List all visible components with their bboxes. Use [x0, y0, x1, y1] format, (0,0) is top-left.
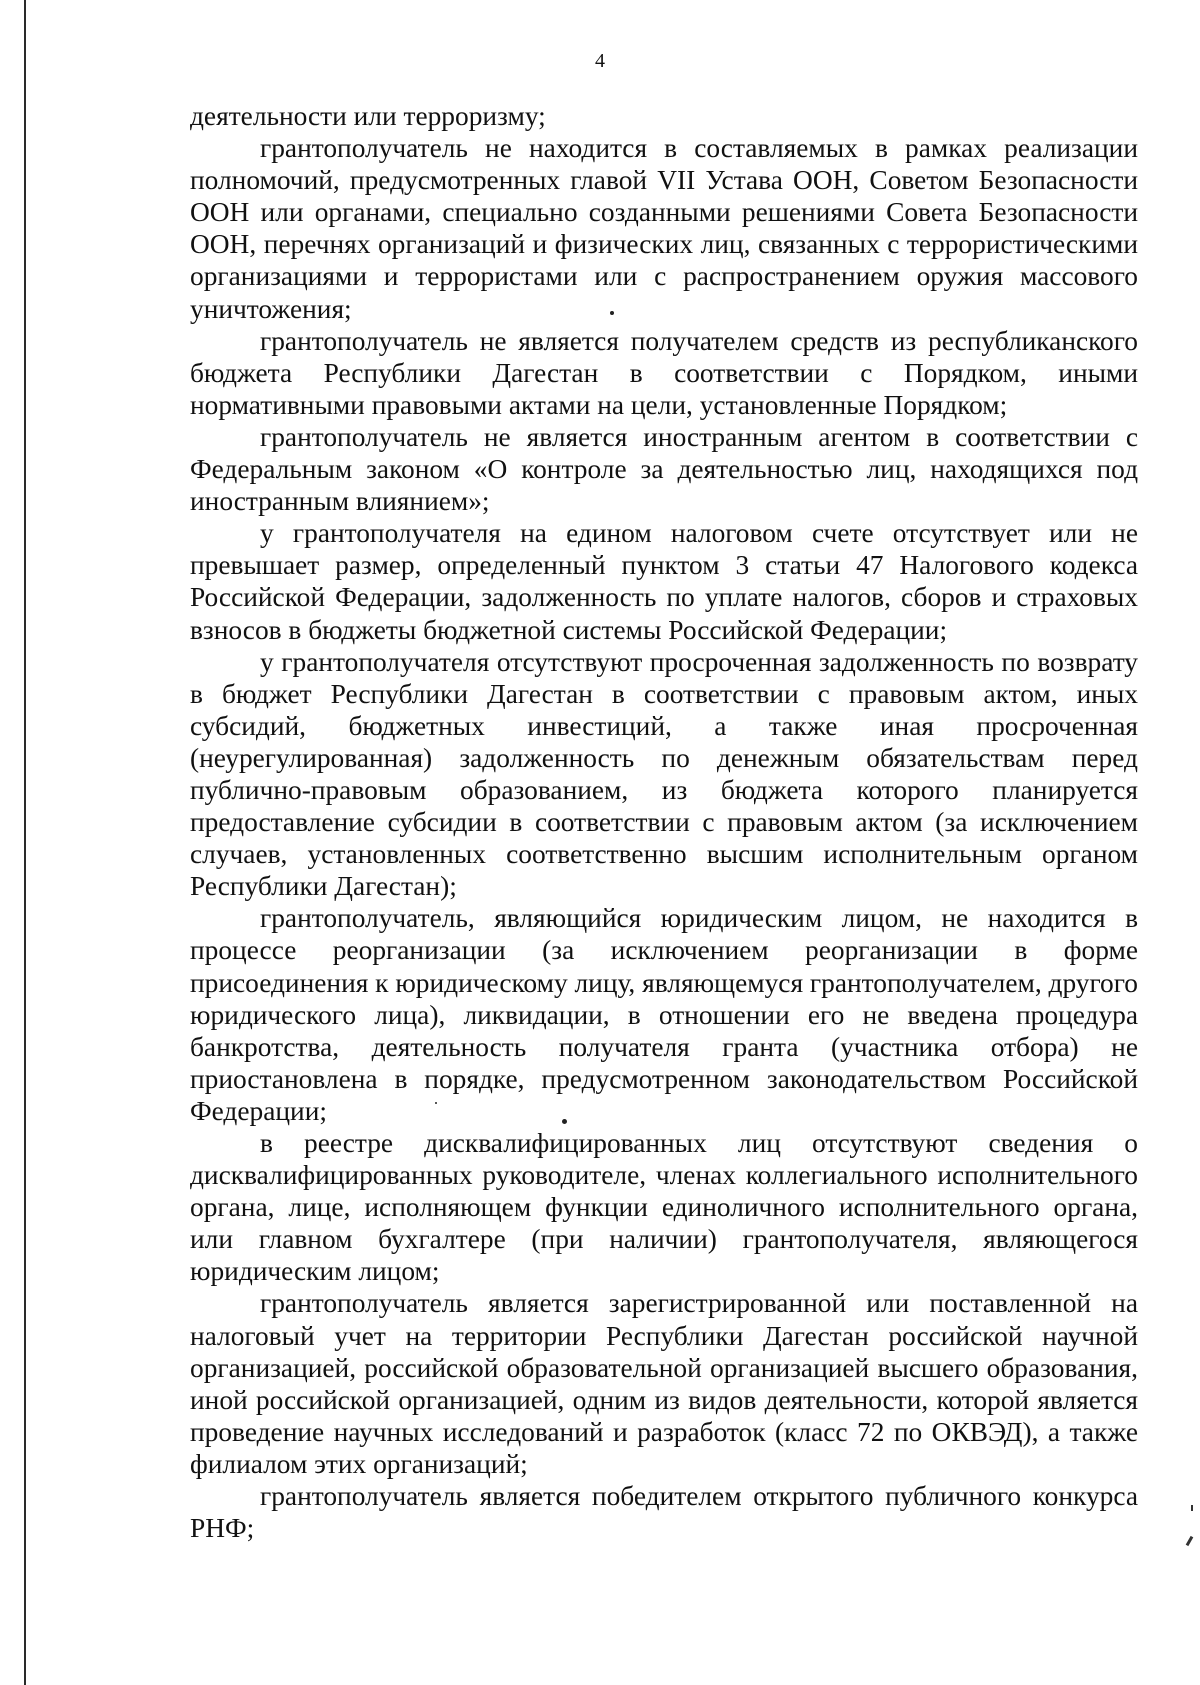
paragraph-reorganization: грантополучатель, являющийся юридическим лицом, не находится в процессе реорганизации (за исключением реорганизации в форме присоединения к юридическому лицу, являющемуся грантополучателем, другого юридического лица), ликвидации, в отношении его не введена процедура банкротства, деятельность получателя гранта (участника отбора) не приостановлена в порядке, предусмотренном законодательством Российской Федерации; [190, 903, 1138, 1126]
scan-speck [435, 1102, 437, 1104]
paragraph-not-foreign-agent: грантополучатель не является иностранным агентом в соответствии с Федеральным законом «О контроле за деятельностью лиц, находящихся под иностранным влиянием»; [190, 421, 1138, 517]
paragraph-disqualified-persons: в реестре дисквалифицированных лиц отсутствуют сведения о дисквалифицированных руководителе, членах коллегиального исполнительного органа, лице, исполняющем функции единоличного исполнительного органа, или главном бухгалтере (при наличии) грантополучателя, являющегося юридическим лицом; [190, 1128, 1138, 1287]
scan-edge-mark [1191, 1505, 1193, 1511]
paragraph-continuation: деятельности или терроризму; [190, 101, 546, 131]
scan-edge-line [24, 0, 26, 1685]
scan-speck [610, 311, 614, 315]
paragraph-tax-debt: у грантополучателя на едином налоговом счете отсутствует или не превышает размер, определенный пунктом 3 статьи 47 Налогового кодекса Российской Федерации, задолженность по уплате налогов, сборов и страховых взносов в бюджеты бюджетной системы Российской Федерации; [190, 518, 1138, 645]
scan-edge-mark [1186, 1536, 1194, 1546]
paragraph-rnf-winner: грантополучатель является победителем открытого публичного конкурса РНФ; [190, 1481, 1138, 1544]
paragraph-un-sanctions-list: грантополучатель не находится в составляемых в рамках реализации полномочий, предусмотренных главой VII Устава ООН, Советом Безопасности ООН или органами, специально созданными решениями Совета Безопасности ООН, перечнях организаций и физических лиц, связанных с террористическими организациями и террористами или с распространением оружия массового уничтожения; [190, 133, 1138, 324]
paragraph-not-budget-recipient: грантополучатель не является получателем средств из республиканского бюджета Республики Дагестан в соответствии с Порядком, иными нормативными правовыми актами на цели, установленные Порядком; [190, 325, 1138, 420]
scan-speck [562, 1119, 567, 1124]
page-number: 4 [595, 50, 605, 72]
paragraph-registered-organization: грантополучатель является зарегистрированной или поставленной на налоговый учет на территории Республики Дагестан российской научной организацией, российской образовательной организацией высшего образования, иной российской организацией, одним из видов деятельности, которой является проведение научных исследований и разработок (класс 72 по ОКВЭД), а также филиалом этих организаций; [190, 1288, 1138, 1479]
document-body [190, 100, 1138, 1544]
paragraph-overdue-debt: у грантополучателя отсутствуют просроченная задолженность по возврату в бюджет Республики Дагестан в соответствии с правовым актом, иных субсидий, бюджетных инвестиций, а также иная просроченная (неурегулированная) задолженность по денежным обязательствам перед публично-правовым образованием, из бюджета которого планируется предоставление субсидии в соответствии с правовым актом (за исключением случаев, установленных соответственно высшим исполнительным органом Республики Дагестан); [190, 646, 1138, 902]
